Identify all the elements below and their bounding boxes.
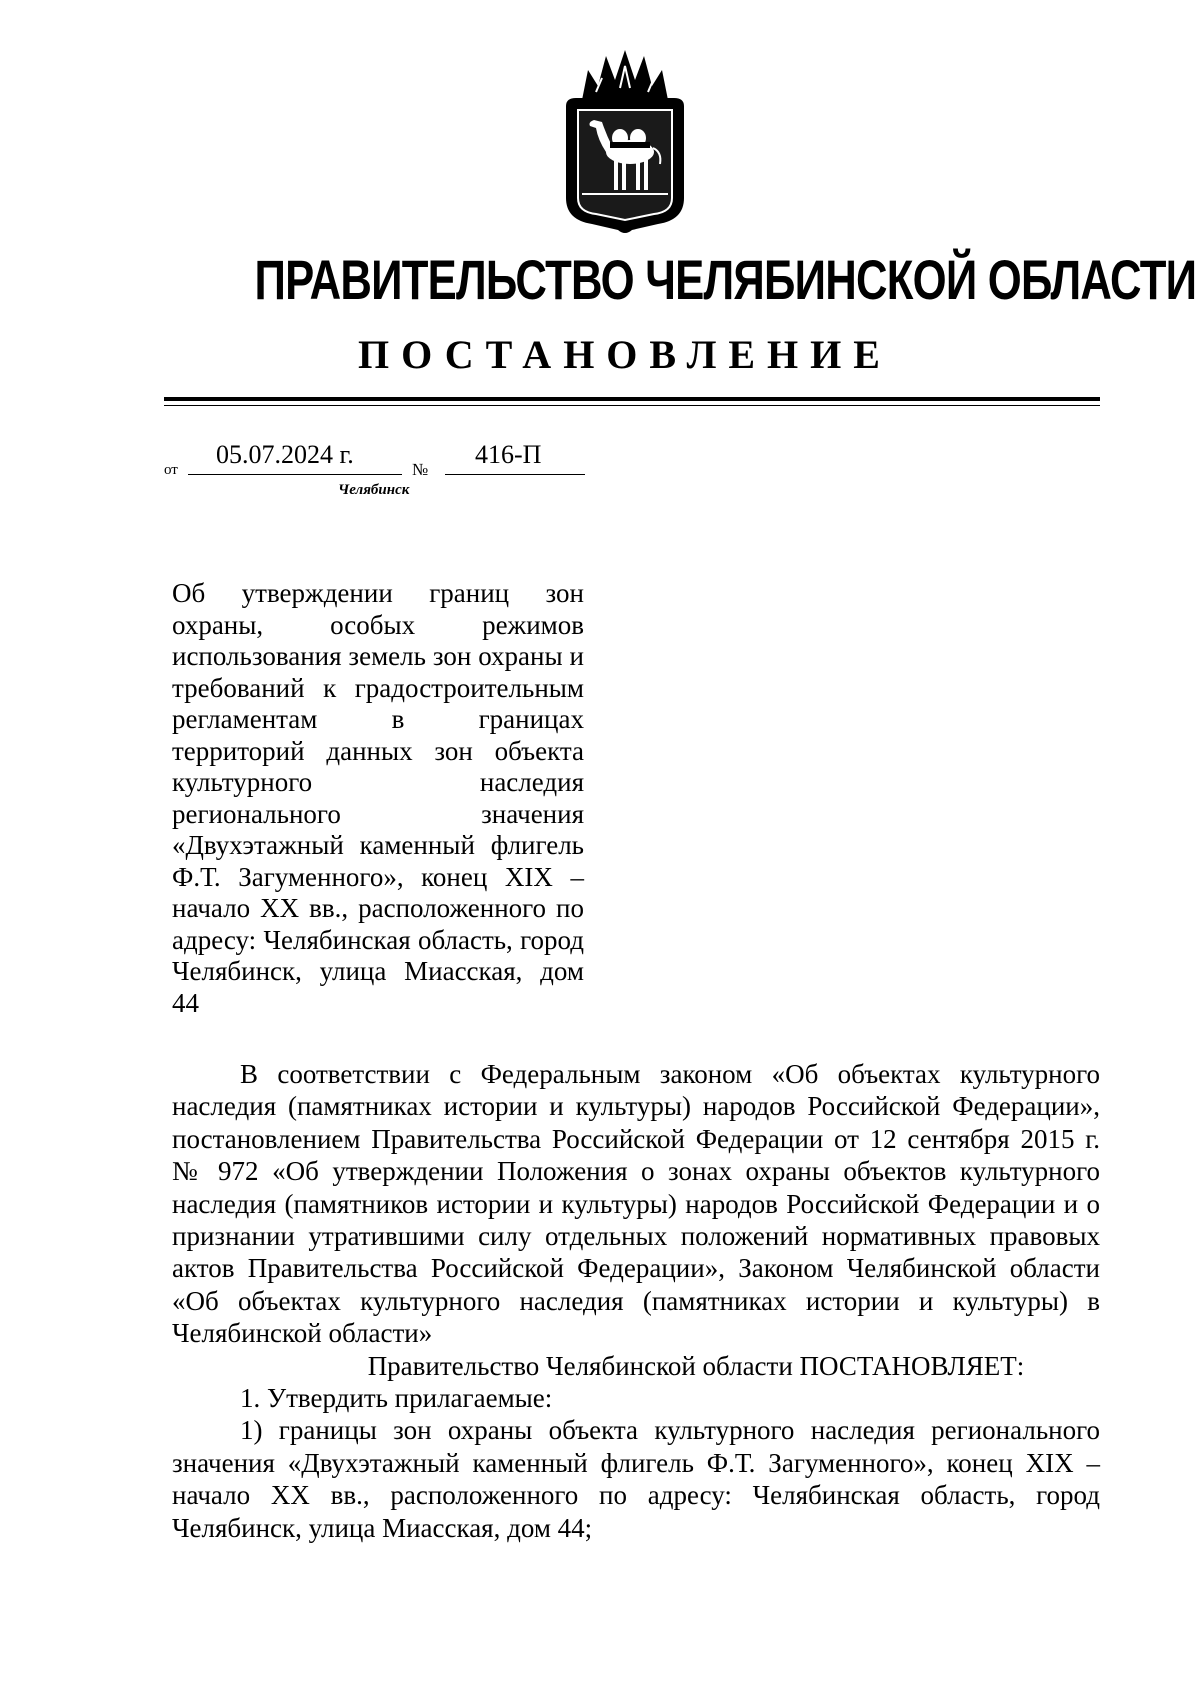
chelyabinsk-coat-of-arms-icon <box>558 48 692 238</box>
item-1-1: 1) границы зон охраны объекта культурного наследия регионального значения «Двухэтажный каменный флигель Ф.Т. Загуменного», конец XIX – начало XX вв., расположенного по адресу: Челябинская область, город Челябинск, улица Миасская, дом 44; <box>172 1415 1100 1543</box>
date-underline <box>188 474 402 475</box>
document-subject: Об утверждении границ зон охраны, особых режимов использования земель зон охраны и требований к градостроительным регламентам в границах территорий данных зон объекта культурного наследия регионального значения «Двухэтажный каменный флигель Ф.Т. Загуменного», конец XIX – начало XX вв., расположенного по адресу: Челябинская область, город Челябинск, улица Миасская, дом 44 <box>172 578 584 1018</box>
document-body <box>172 1058 1100 1544</box>
document-kind: ПОСТАНОВЛЕНИЕ <box>358 332 892 377</box>
document-date: 05.07.2024 г. <box>216 440 354 469</box>
date-from-label: от <box>164 462 178 478</box>
document-number: 416-П <box>475 440 542 469</box>
preamble-paragraph: В соответствии с Федеральным законом «Об объектах культурного наследия (памятниках истории и культуры) народов Российской Федерации», постановлением Правительства Российской Федерации от 12 сентября 2015 г. № 972 «Об утверждении Положения о зонах охраны объектов культурного наследия (памятников истории и культуры) народов Российской Федерации и о признании утратившими силу отдельных положений нормативных правовых актов Правительства Российской Федерации», Законом Челябинской области «Об объектах культурного наследия (памятниках истории и культуры) в Челябинской области» <box>172 1059 1100 1349</box>
header-rule-thick <box>164 397 1100 401</box>
resolution-line: Правительство Челябинской области ПОСТАНОВЛЯЕТ: <box>367 1350 1025 1381</box>
number-label: № <box>412 460 429 479</box>
number-underline <box>445 474 585 475</box>
item-1: 1. Утвердить прилагаемые: <box>240 1383 553 1414</box>
government-title: ПРАВИТЕЛЬСТВО ЧЕЛЯБИНСКОЙ ОБЛАСТИ <box>254 248 1197 311</box>
header-rule-thin <box>164 405 1100 406</box>
document-city: Челябинск <box>338 482 410 498</box>
